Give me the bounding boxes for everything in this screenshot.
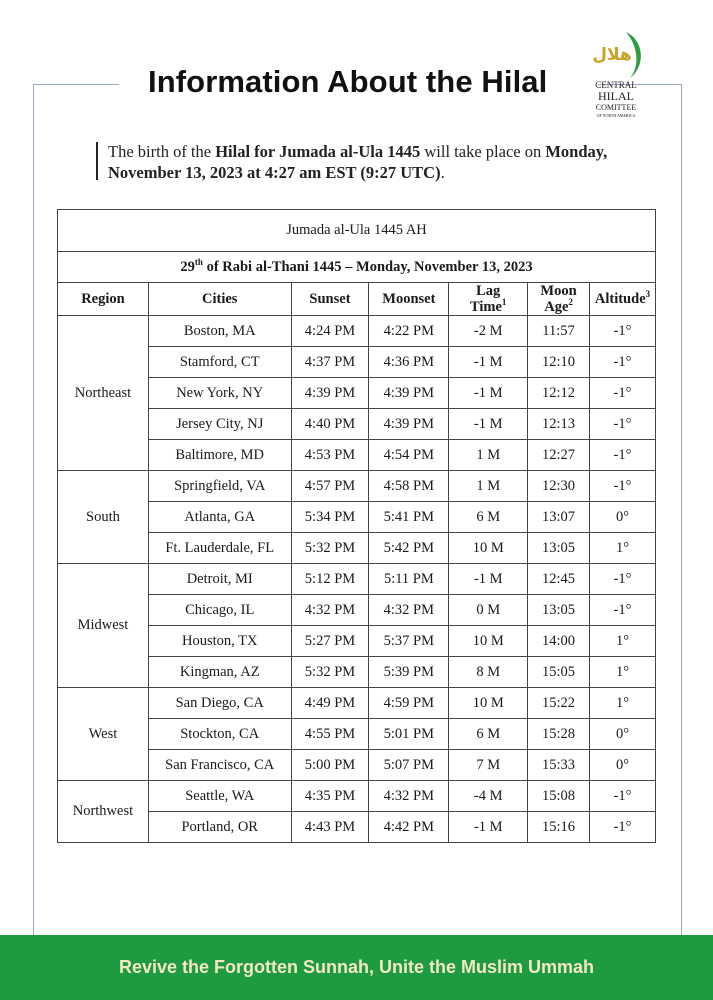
moonset-cell: 5:39 PM [369,657,449,688]
moon-footnote-mark: 2 [568,297,573,308]
col-header-sunset: Sunset [291,283,369,316]
intro-hilal-month: Hilal for Jumada al-Ula 1445 [215,142,421,161]
lag-label-2: Time [469,299,502,315]
moon-age-cell: 12:45 [528,564,590,595]
lag-time-cell: 10 M [449,626,528,657]
moonset-cell: 4:42 PM [369,812,449,843]
moonset-cell: 4:36 PM [369,347,449,378]
intro-text: The birth of the [108,142,216,161]
city-cell: Stamford, CT [148,347,291,378]
sunset-cell: 5:00 PM [291,750,369,781]
lag-time-cell: 1 M [449,440,528,471]
logo-line-north-america: OF NORTH AMERICA [596,113,636,118]
altitude-cell: 0° [590,719,656,750]
lag-time-cell: 6 M [449,719,528,750]
moonset-cell: 4:58 PM [369,471,449,502]
logo-arabic: هلال [592,45,632,65]
sunset-cell: 5:32 PM [291,657,369,688]
lag-time-cell: -1 M [449,378,528,409]
lag-time-cell: -2 M [449,316,528,347]
lag-time-cell: -4 M [449,781,528,812]
altitude-cell: -1° [590,409,656,440]
region-cell: Northeast [58,316,149,471]
intro-text: . [440,163,445,182]
lag-time-cell: 10 M [449,688,528,719]
moon-age-cell: 12:12 [528,378,590,409]
city-cell: Baltimore, MD [148,440,291,471]
moonset-cell: 4:39 PM [369,409,449,440]
altitude-cell: 1° [590,533,656,564]
footer-banner [0,935,713,1000]
region-cell: Midwest [58,564,149,688]
lag-footnote-mark: 1 [501,297,507,308]
logo-line-comittee: COMITTEE [595,103,637,112]
city-cell: San Francisco, CA [148,750,291,781]
moon-age-cell: 15:08 [528,781,590,812]
intro-paragraph [108,141,668,183]
col-header-cities: Cities [148,283,291,316]
moonset-cell: 4:59 PM [369,688,449,719]
sunset-cell: 5:32 PM [291,533,369,564]
lag-time-cell: 0 M [449,595,528,626]
moonset-cell: 5:37 PM [369,626,449,657]
frame-line-right [681,84,682,936]
moonset-cell: 5:42 PM [369,533,449,564]
hilal-visibility-table [57,209,656,843]
lag-label-1: Lag [476,283,501,299]
sunset-cell: 5:27 PM [291,626,369,657]
altitude-cell: -1° [590,378,656,409]
lag-time-cell: -1 M [449,812,528,843]
frame-line-left [33,84,34,936]
moon-age-cell: 13:07 [528,502,590,533]
column-header-row [58,283,656,316]
sunset-cell: 4:57 PM [291,471,369,502]
alt-footnote-mark: 3 [645,289,651,300]
city-cell: Ft. Lauderdale, FL [148,533,291,564]
moonset-cell: 5:01 PM [369,719,449,750]
lag-time-cell: 7 M [449,750,528,781]
footer-slogan: Revive the Forgotten Sunnah, Unite the Muslim Ummah [118,957,595,977]
city-cell: Detroit, MI [148,564,291,595]
altitude-cell: 0° [590,502,656,533]
altitude-cell: 1° [590,657,656,688]
table-row [58,564,656,595]
city-cell: New York, NY [148,378,291,409]
sunset-cell: 4:24 PM [291,316,369,347]
moonset-cell: 4:54 PM [369,440,449,471]
sunset-cell: 4:40 PM [291,409,369,440]
table-row [58,471,656,502]
intro-accent-bar [96,142,98,180]
moon-age-cell: 15:22 [528,688,590,719]
col-header-altitude [590,283,656,316]
subtitle-date: of Rabi al-Thani 1445 – Monday, November 13, 2023 [202,258,533,275]
moon-age-cell: 14:00 [528,626,590,657]
city-cell: Stockton, CA [148,719,291,750]
moonset-cell: 4:39 PM [369,378,449,409]
altitude-cell: -1° [590,440,656,471]
moon-age-cell: 15:16 [528,812,590,843]
altitude-cell: 1° [590,626,656,657]
moonset-cell: 4:32 PM [369,595,449,626]
moon-age-cell: 12:13 [528,409,590,440]
region-cell: Northwest [58,781,149,843]
lag-time-cell: -1 M [449,409,528,440]
table-row [58,688,656,719]
altitude-cell: -1° [590,471,656,502]
city-cell: Seattle, WA [148,781,291,812]
moon-age-cell: 15:28 [528,719,590,750]
hilal-committee-logo [586,26,646,122]
city-cell: Kingman, AZ [148,657,291,688]
lag-time-cell: 10 M [449,533,528,564]
alt-label: Altitude [594,291,646,307]
frame-line-top-left [33,84,119,85]
sunset-cell: 5:12 PM [291,564,369,595]
moon-age-cell: 13:05 [528,533,590,564]
city-cell: Boston, MA [148,316,291,347]
moon-age-cell: 11:57 [528,316,590,347]
sunset-cell: 4:35 PM [291,781,369,812]
altitude-cell: -1° [590,595,656,626]
altitude-cell: -1° [590,347,656,378]
city-cell: Houston, TX [148,626,291,657]
moon-age-cell: 12:30 [528,471,590,502]
altitude-cell: -1° [590,316,656,347]
sunset-cell: 4:32 PM [291,595,369,626]
moon-age-cell: 15:33 [528,750,590,781]
moonset-cell: 4:22 PM [369,316,449,347]
moon-age-cell: 13:05 [528,595,590,626]
lag-time-cell: 8 M [449,657,528,688]
intro-text: will take place on [420,142,546,161]
intro-birth-datetime: Monday, November 13, 2023 at 4:27 am EST (9:27 UTC) [108,142,608,182]
sunset-cell: 5:34 PM [291,502,369,533]
month-title: Jumada al-Ula 1445 AH [58,210,656,252]
city-cell: Chicago, IL [148,595,291,626]
region-cell: West [58,688,149,781]
sunset-cell: 4:49 PM [291,688,369,719]
lag-time-cell: -1 M [449,564,528,595]
altitude-cell: -1° [590,812,656,843]
altitude-cell: 0° [590,750,656,781]
subtitle-day: 29 [180,258,195,275]
moon-label-1: Moon [540,283,577,299]
table-subtitle [58,252,656,283]
city-cell: Springfield, VA [148,471,291,502]
col-header-moonset: Moonset [369,283,449,316]
logo-line-hilal: HILAL [598,89,634,103]
page-title: Information About the Hilal [148,64,548,99]
city-cell: San Diego, CA [148,688,291,719]
city-cell: Jersey City, NJ [148,409,291,440]
col-header-region: Region [58,283,149,316]
altitude-cell: -1° [590,781,656,812]
moonset-cell: 5:11 PM [369,564,449,595]
table-row [58,781,656,812]
lag-time-cell: 1 M [449,471,528,502]
lag-time-cell: -1 M [449,347,528,378]
moon-age-cell: 15:05 [528,657,590,688]
altitude-cell: 1° [590,688,656,719]
moon-label-2: Age [544,299,569,315]
moon-age-cell: 12:10 [528,347,590,378]
altitude-cell: -1° [590,564,656,595]
moonset-cell: 4:32 PM [369,781,449,812]
sunset-cell: 4:53 PM [291,440,369,471]
sunset-cell: 4:39 PM [291,378,369,409]
table-row [58,316,656,347]
sunset-cell: 4:55 PM [291,719,369,750]
city-cell: Portland, OR [148,812,291,843]
moon-age-cell: 12:27 [528,440,590,471]
moonset-cell: 5:07 PM [369,750,449,781]
sunset-cell: 4:43 PM [291,812,369,843]
region-cell: South [58,471,149,564]
logo-line-central: CENTRAL [595,80,637,90]
subtitle-day-suffix: th [194,256,203,267]
sunset-cell: 4:37 PM [291,347,369,378]
moonset-cell: 5:41 PM [369,502,449,533]
city-cell: Atlanta, GA [148,502,291,533]
col-header-lag-time [449,283,528,316]
col-header-moon-age [528,283,590,316]
lag-time-cell: 6 M [449,502,528,533]
